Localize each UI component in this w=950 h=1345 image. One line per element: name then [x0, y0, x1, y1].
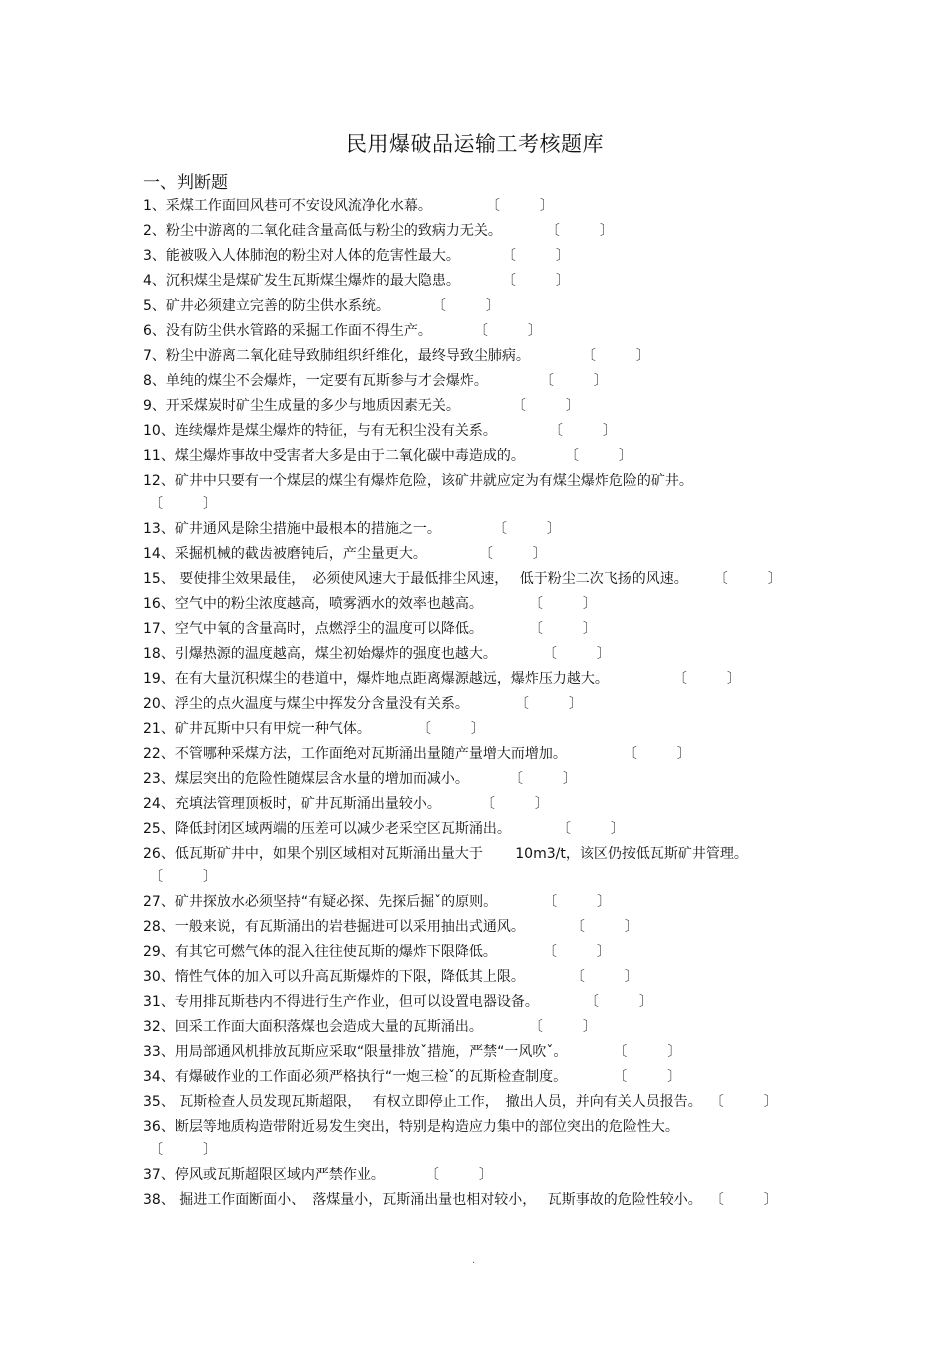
question-item	[143, 694, 813, 719]
question-number: 31、	[143, 994, 175, 1010]
question-item	[143, 246, 813, 271]
answer-bracket[interactable]	[543, 892, 611, 912]
answer-bracket[interactable]	[425, 1165, 493, 1185]
bracket-open: 〔	[543, 894, 558, 910]
question-number: 2、	[143, 223, 166, 239]
question-item	[143, 1067, 813, 1092]
bracket-close: 〕	[527, 323, 542, 339]
bracket-open: 〔	[501, 248, 516, 264]
question-number: 27、	[143, 894, 175, 910]
question-text: 降低封闭区域两端的压差可以减少老采空区瓦斯涌出。	[174, 821, 511, 837]
bracket-close: 〕	[562, 771, 577, 787]
question-text: 引爆热源的温度越高，煤尘初始爆炸的强度也越大。	[174, 646, 497, 662]
answer-bracket[interactable]	[432, 296, 500, 316]
question-text: 能被吸入人体肺泡的粉尘对人体的危害性最大。	[165, 248, 460, 264]
bracket-close: 〕	[546, 521, 561, 537]
bracket-close: 〕	[667, 1069, 682, 1085]
question-text: 矿井中只要有一个煤层的煤尘有爆炸危险，该矿井就应定为有煤尘爆炸危险的矿井。	[174, 473, 693, 489]
answer-bracket[interactable]	[486, 196, 554, 216]
bracket-close: 〕	[582, 596, 597, 612]
question-number: 15、	[143, 571, 175, 587]
question-number: 14、	[143, 546, 175, 562]
footer-mark: .	[472, 1255, 476, 1266]
question-text: 矿井探放水必须坚持“有疑必探、先探后掘ˇ的原则。	[174, 894, 498, 910]
bracket-open: 〔	[539, 373, 554, 389]
answer-bracket[interactable]	[565, 446, 633, 466]
bracket-close: 〕	[599, 223, 614, 239]
bracket-open: 〔	[709, 1094, 724, 1110]
question-number: 26、	[143, 846, 175, 862]
bracket-close: 〕	[667, 1044, 682, 1060]
bracket-close: 〕	[726, 671, 741, 687]
question-number: 20、	[143, 696, 175, 712]
question-text: 单纯的煤尘不会爆炸，一定要有瓦斯参与才会爆炸。	[165, 373, 488, 389]
question-text: 没有防尘供水管路的采掘工作面不得生产。	[165, 323, 432, 339]
question-item	[143, 296, 813, 321]
question-text: 掘进工作面断面小、 落煤量小，瓦斯涌出量也相对较小， 瓦斯事故的危险性较小。	[174, 1192, 702, 1208]
question-number: 8、	[143, 373, 166, 389]
question-text: 矿井通风是除尘措施中最根本的措施之一。	[174, 521, 441, 537]
bracket-open: 〔	[528, 1019, 543, 1035]
question-text: 在有大量沉积煤尘的巷道中，爆炸地点距离爆源越远，爆炸压力越大。	[174, 671, 609, 687]
question-item	[143, 1042, 813, 1067]
bracket-close: 〕	[597, 894, 612, 910]
bracket-close: 〕	[203, 496, 217, 512]
answer-bracket[interactable]	[502, 246, 570, 266]
bracket-open: 〔	[613, 1069, 628, 1085]
bracket-open: 〔	[528, 596, 543, 612]
question-text: 用局部通风机排放瓦斯应采取“限量排放ˇ措施，严禁“一风吹ˇ。	[174, 1044, 568, 1060]
question-item	[143, 1165, 813, 1190]
answer-bracket[interactable]	[710, 1092, 778, 1112]
bracket-open: 〔	[473, 323, 488, 339]
question-number: 28、	[143, 919, 175, 935]
question-item	[143, 917, 813, 942]
question-number: 1、	[143, 198, 166, 214]
answer-bracket[interactable]	[557, 819, 625, 839]
bracket-open: 〔	[424, 1167, 439, 1183]
question-number: 17、	[143, 621, 175, 637]
question-number: 33、	[143, 1044, 175, 1060]
answer-bracket[interactable]	[546, 221, 614, 241]
bracket-open: 〔	[528, 621, 543, 637]
question-text: 有其它可燃气体的混入往往使瓦斯的爆炸下限降低。	[174, 944, 497, 960]
question-item	[143, 544, 813, 569]
question-item	[143, 644, 813, 669]
question-number: 29、	[143, 944, 175, 960]
bracket-open: 〔	[672, 671, 687, 687]
bracket-open: 〔	[416, 721, 431, 737]
question-item	[143, 942, 813, 967]
bracket-close: 〕	[602, 423, 617, 439]
bracket-open: 〔	[514, 696, 529, 712]
question-item	[143, 1092, 813, 1117]
bracket-close: 〕	[763, 1094, 778, 1110]
question-number: 35、	[143, 1094, 175, 1110]
answer-bracket[interactable]	[543, 644, 611, 664]
page-title: 民用爆破品运输工考核题库	[346, 132, 604, 156]
bracket-close: 〕	[485, 298, 500, 314]
bracket-open: 〔	[584, 994, 599, 1010]
bracket-open: 〔	[508, 771, 523, 787]
question-item	[143, 1017, 813, 1042]
bracket-open: 〔	[478, 546, 493, 562]
question-item	[143, 421, 813, 446]
bracket-open: 〔	[613, 1044, 628, 1060]
question-number: 13、	[143, 521, 175, 537]
question-item	[143, 346, 813, 371]
question-item	[143, 396, 813, 421]
question-text: 断层等地质构造带附近易发生突出，特别是构造应力集中的部位突出的危险性大。	[174, 1119, 679, 1135]
question-text: 采掘机械的截齿被磨钝后，产尘量更大。	[174, 546, 427, 562]
answer-bracket[interactable]	[710, 1190, 778, 1210]
answer-bracket[interactable]	[515, 694, 583, 714]
bracket-close: 〕	[624, 969, 639, 985]
bracket-open: 〔	[556, 821, 571, 837]
bracket-open: 〔	[622, 746, 637, 762]
answer-bracket[interactable]	[571, 917, 639, 937]
bracket-open: 〔	[542, 646, 557, 662]
answer-bracket[interactable]	[623, 744, 691, 764]
question-item	[143, 719, 813, 744]
question-item	[143, 594, 813, 619]
question-text: 粉尘中游离二氧化硅导致肺组织纤维化，最终导致尘肺病。	[165, 348, 530, 364]
question-number: 5、	[143, 298, 166, 314]
answer-bracket[interactable]	[571, 967, 639, 987]
question-item	[143, 519, 813, 544]
bracket-open: 〔	[564, 448, 579, 464]
question-text: 一般来说，有瓦斯涌出的岩巷掘进可以采用抽出式通风。	[174, 919, 525, 935]
bracket-close: 〕	[624, 919, 639, 935]
question-item	[143, 744, 813, 769]
question-item	[143, 769, 813, 794]
answer-bracket[interactable]	[493, 519, 561, 539]
bracket-open: 〔	[545, 223, 560, 239]
answer-bracket[interactable]	[474, 321, 542, 341]
bracket-open: 〔	[542, 944, 557, 960]
question-text: 低瓦斯矿井中，如果个别区域相对瓦斯涌出量大于 10m3/t，该区仍按低瓦斯矿井管理。	[174, 846, 748, 862]
question-number: 36、	[143, 1119, 175, 1135]
question-number: 3、	[143, 248, 166, 264]
answer-bracket[interactable]	[479, 544, 547, 564]
question-number: 34、	[143, 1069, 175, 1085]
bracket-close: 〕	[555, 273, 570, 289]
answer-bracket[interactable]	[613, 1067, 681, 1087]
bracket-close: 〕	[478, 1167, 493, 1183]
question-item	[143, 196, 813, 221]
question-number: 37、	[143, 1167, 175, 1183]
answer-bracket[interactable]	[673, 669, 741, 689]
question-number: 6、	[143, 323, 166, 339]
question-text: 不管哪种采煤方法，工作面绝对瓦斯涌出量随产量增大而增加。	[174, 746, 567, 762]
question-item	[143, 1117, 813, 1165]
question-item	[143, 271, 813, 296]
answer-bracket[interactable]	[417, 719, 485, 739]
bracket-close: 〕	[596, 944, 611, 960]
bracket-open: 〔	[548, 423, 563, 439]
question-number: 23、	[143, 771, 175, 787]
question-item	[143, 794, 813, 819]
question-item	[143, 446, 813, 471]
bracket-close: 〕	[565, 398, 580, 414]
question-list	[143, 196, 813, 1215]
question-item	[143, 1190, 813, 1215]
answer-bracket[interactable]	[529, 1017, 597, 1037]
question-item	[143, 321, 813, 346]
section-heading: 一、判断题	[143, 173, 228, 193]
bracket-close: 〕	[596, 646, 611, 662]
question-text: 矿井必须建立完善的防尘供水系统。	[165, 298, 390, 314]
question-item	[143, 669, 813, 694]
bracket-open: 〔	[485, 198, 500, 214]
answer-bracket[interactable]	[143, 867, 813, 887]
question-number: 32、	[143, 1019, 175, 1035]
question-text: 回采工作面大面积落煤也会造成大量的瓦斯涌出。	[174, 1019, 483, 1035]
bracket-open: 〔	[709, 1192, 724, 1208]
question-number: 4、	[143, 273, 166, 289]
bracket-open: 〔	[501, 273, 516, 289]
question-text: 充填法管理顶板时，矿井瓦斯涌出量较小。	[174, 796, 441, 812]
bracket-open: 〔	[480, 796, 495, 812]
bracket-open: 〔	[431, 298, 446, 314]
answer-bracket[interactable]	[512, 396, 580, 416]
question-number: 12、	[143, 473, 175, 489]
question-number: 7、	[143, 348, 166, 364]
answer-bracket[interactable]	[481, 794, 549, 814]
question-text: 惰性气体的加入可以升高瓦斯爆炸的下限，降低其上限。	[174, 969, 525, 985]
question-text: 有爆破作业的工作面必须严格执行“一炮三检ˇ的瓦斯检查制度。	[174, 1069, 568, 1085]
question-number: 38、	[143, 1192, 175, 1208]
question-text: 沉积煤尘是煤矿发生瓦斯煤尘爆炸的最大隐患。	[165, 273, 460, 289]
bracket-close: 〕	[568, 696, 583, 712]
bracket-close: 〕	[582, 621, 597, 637]
question-item	[143, 569, 813, 594]
question-number: 10、	[143, 423, 175, 439]
answer-bracket[interactable]	[529, 619, 597, 639]
bracket-close: 〕	[763, 1192, 778, 1208]
question-item	[143, 619, 813, 644]
question-text: 瓦斯检查人员发现瓦斯超限， 有权立即停止工作， 撤出人员，并向有关人员报告。	[174, 1094, 702, 1110]
question-text: 空气中氧的含量高时，点燃浮尘的温度可以降低。	[174, 621, 483, 637]
bracket-close: 〕	[203, 869, 217, 885]
question-number: 22、	[143, 746, 175, 762]
question-text: 矿井瓦斯中只有甲烷一种气体。	[174, 721, 371, 737]
bracket-open: 〔	[149, 496, 163, 512]
bracket-open: 〔	[149, 869, 163, 885]
bracket-close: 〕	[767, 571, 782, 587]
question-text: 开采煤炭时矿尘生成量的多少与地质因素无关。	[165, 398, 460, 414]
answer-bracket[interactable]	[582, 346, 650, 366]
question-text: 连续爆炸是煤尘爆炸的特征，与有无积尘没有关系。	[174, 423, 497, 439]
bracket-open: 〔	[581, 348, 596, 364]
bracket-close: 〕	[555, 248, 570, 264]
question-number: 18、	[143, 646, 175, 662]
bracket-close: 〕	[539, 198, 554, 214]
bracket-close: 〕	[532, 546, 547, 562]
bracket-close: 〕	[618, 448, 633, 464]
bracket-close: 〕	[676, 746, 691, 762]
question-text: 空气中的粉尘浓度越高，喷雾洒水的效率也越高。	[174, 596, 483, 612]
bracket-close: 〕	[470, 721, 485, 737]
bracket-close: 〕	[638, 994, 653, 1010]
question-number: 24、	[143, 796, 175, 812]
bracket-open: 〔	[570, 969, 585, 985]
answer-bracket[interactable]	[143, 494, 813, 514]
question-text: 采煤工作面回风巷可不安设风流净化水幕。	[165, 198, 432, 214]
question-text: 要使排尘效果最佳， 必须使风速大于最低排尘风速， 低于粉尘二次飞扬的风速。	[174, 571, 688, 587]
question-number: 11、	[143, 448, 175, 464]
bracket-close: 〕	[203, 1142, 217, 1158]
bracket-close: 〕	[635, 348, 650, 364]
question-item	[143, 844, 813, 892]
question-number: 16、	[143, 596, 175, 612]
question-text: 粉尘中游离的二氧化硅含量高低与粉尘的致病力无关。	[165, 223, 502, 239]
bracket-open: 〔	[149, 1142, 163, 1158]
question-number: 19、	[143, 671, 175, 687]
question-number: 30、	[143, 969, 175, 985]
question-item	[143, 892, 813, 917]
answer-bracket[interactable]	[143, 1140, 813, 1160]
question-number: 9、	[143, 398, 166, 414]
question-item	[143, 819, 813, 844]
answer-bracket[interactable]	[585, 992, 653, 1012]
bracket-close: 〕	[593, 373, 608, 389]
bracket-open: 〔	[511, 398, 526, 414]
answer-bracket[interactable]	[540, 371, 608, 391]
answer-bracket[interactable]	[502, 271, 570, 291]
bracket-open: 〔	[713, 571, 728, 587]
question-number: 25、	[143, 821, 175, 837]
question-text: 停风或瓦斯超限区域内严禁作业。	[174, 1167, 385, 1183]
question-text: 专用排瓦斯巷内不得进行生产作业，但可以设置电器设备。	[174, 994, 539, 1010]
question-text: 浮尘的点火温度与煤尘中挥发分含量没有关系。	[174, 696, 469, 712]
question-item	[143, 471, 813, 519]
answer-bracket[interactable]	[529, 594, 597, 614]
answer-bracket[interactable]	[509, 769, 577, 789]
question-item	[143, 221, 813, 246]
question-text: 煤层突出的危险性随煤层含水量的增加而减小。	[174, 771, 469, 787]
bracket-open: 〔	[492, 521, 507, 537]
bracket-close: 〕	[534, 796, 549, 812]
answer-bracket[interactable]	[543, 942, 611, 962]
question-number: 21、	[143, 721, 175, 737]
question-item	[143, 967, 813, 992]
answer-bracket[interactable]	[613, 1042, 681, 1062]
answer-bracket[interactable]	[549, 421, 617, 441]
answer-bracket[interactable]	[714, 569, 782, 589]
question-item	[143, 992, 813, 1017]
bracket-close: 〕	[582, 1019, 597, 1035]
bracket-close: 〕	[610, 821, 625, 837]
question-text: 煤尘爆炸事故中受害者大多是由于二氧化碳中毒造成的。	[174, 448, 525, 464]
question-item	[143, 371, 813, 396]
bracket-open: 〔	[570, 919, 585, 935]
